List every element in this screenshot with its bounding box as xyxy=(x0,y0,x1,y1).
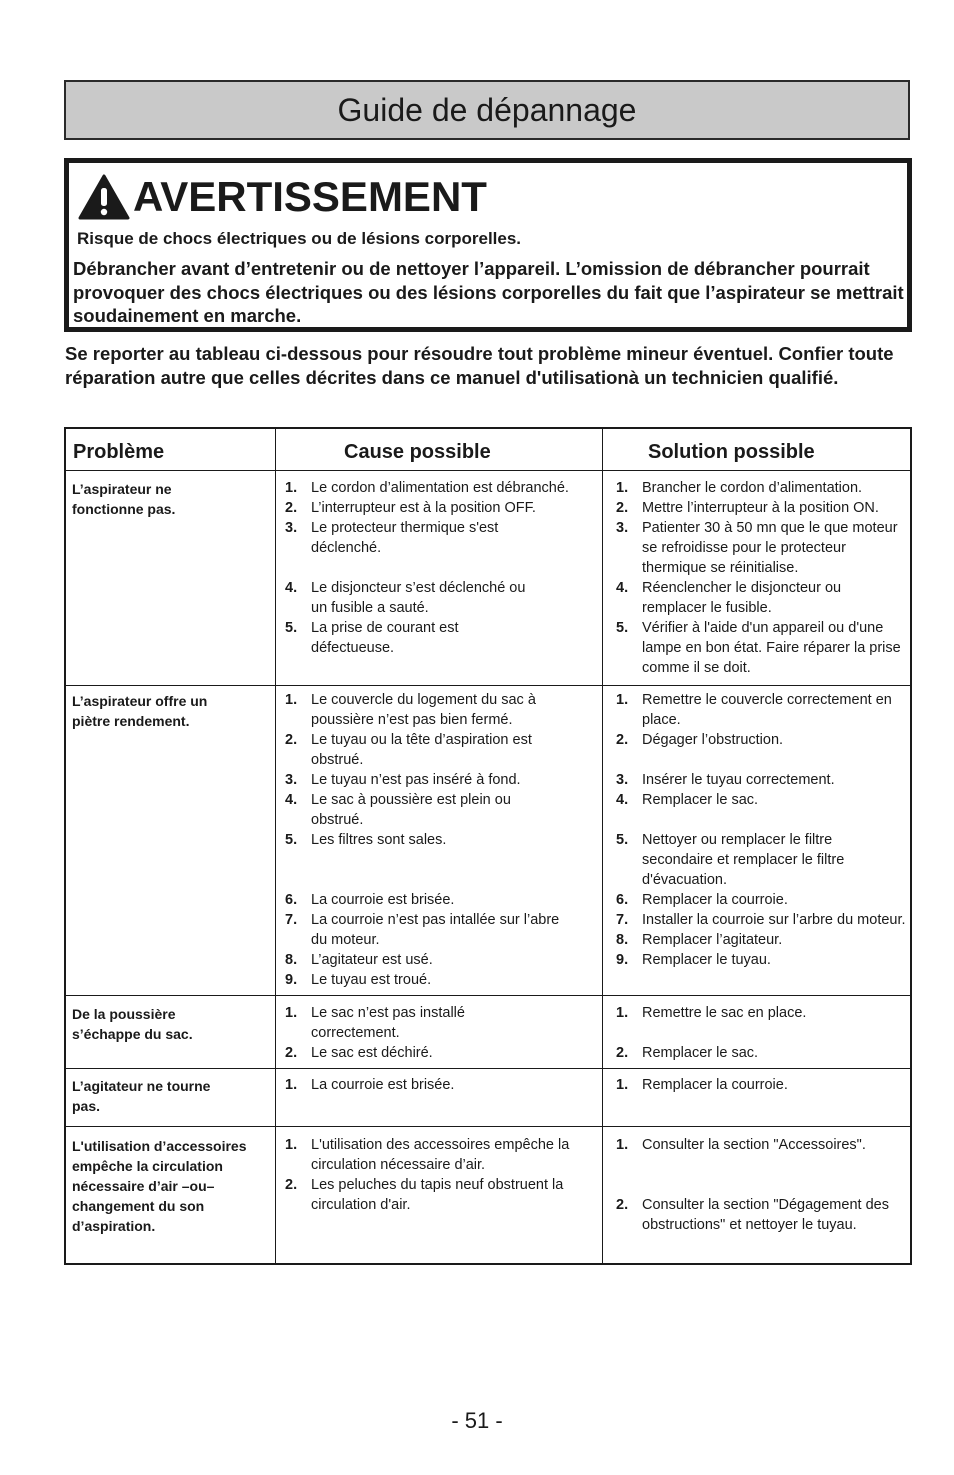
list-item: 7. Installer la courroie sur l’arbre du moteur. xyxy=(616,912,906,928)
list-item: 1. Remettre le sac en place. xyxy=(616,1005,807,1021)
list-item: 1. Le couvercle du logement du sac à poussière n’est pas bien fermé. xyxy=(285,692,536,728)
list-item: 2. Dégager l’obstruction. xyxy=(616,732,784,748)
warning-body: Débrancher avant d’entretenir ou de nettoyer l’appareil. L’omission de débrancher pourrait provoquer des chocs électriques ou des lésions corporelles du fait que l’aspirateur se mettrait soudainement en marche. xyxy=(73,258,904,326)
list-item: 5. Vérifier à l'aide d'un appareil ou d'une lampe en bon état. Faire réparer la prise comme il se doit. xyxy=(616,620,901,676)
list-item: 2. Le sac est déchiré. xyxy=(285,1045,433,1061)
list-item: 1. Le cordon d’alimentation est débranché. xyxy=(285,480,569,496)
list-item: 8. L’agitateur est usé. xyxy=(285,952,433,968)
row-2-solutions xyxy=(616,690,906,970)
list-item: 2. Mettre l’interrupteur à la position ON. xyxy=(616,500,879,516)
list-item: 9. Le tuyau est troué. xyxy=(285,972,432,988)
row-1-solutions xyxy=(616,478,906,678)
list-item: 8. Remplacer l’agitateur. xyxy=(616,932,783,948)
warning-subtitle: Risque de chocs électriques ou de lésions corporelles. xyxy=(77,229,522,248)
list-item: 4. Le sac à poussière est plein ou obstrué. xyxy=(285,792,511,828)
list-item: 1. Remettre le couvercle correctement en place. xyxy=(616,692,892,728)
list-item: 4. Remplacer le sac. xyxy=(616,792,759,808)
column-divider xyxy=(275,429,276,1263)
list-item: 1. La courroie est brisée. xyxy=(285,1077,455,1093)
spacer xyxy=(616,1155,906,1175)
warning-triangle-icon xyxy=(77,173,131,221)
spacer xyxy=(616,750,906,770)
row-1-problem: L’aspirateur ne fonctionne pas. xyxy=(72,481,176,517)
list-item: 2. Le tuyau ou la tête d’aspiration est obstrué. xyxy=(285,732,532,768)
header-cause: Cause possible xyxy=(344,441,491,463)
warning-title: AVERTISSEMENT xyxy=(133,173,487,220)
row-5-causes xyxy=(285,1135,599,1215)
list-item: 1. Consulter la section "Accessoires". xyxy=(616,1137,866,1153)
row-2-problem: L’aspirateur offre un piètre rendement. xyxy=(72,693,208,729)
row-5-problem: L'utilisation d’accessoires empêche la circulation nécessaire d’air –ou– changement du son d’aspiration. xyxy=(72,1138,247,1234)
list-item: 1. Remplacer la courroie. xyxy=(616,1077,788,1093)
header-probleme: Problème xyxy=(73,441,165,463)
warning-box xyxy=(64,158,912,332)
list-item: 2. Consulter la section "Dégagement des obstructions" et nettoyer le tuyau. xyxy=(616,1197,889,1233)
page-title: Guide de dépannage xyxy=(337,91,637,128)
spacer xyxy=(285,558,599,578)
list-item: 1. Le sac n’est pas installé correctement. xyxy=(285,1005,465,1041)
list-item: 3. Le protecteur thermique s'est déclenché. xyxy=(285,520,499,556)
row-1-causes xyxy=(285,478,599,658)
list-item: 4. Réenclencher le disjoncteur ou remplacer le fusible. xyxy=(616,580,842,616)
spacer xyxy=(616,1175,906,1195)
list-item: 3. Insérer le tuyau correctement. xyxy=(616,772,835,788)
row-4-problem: L’agitateur ne tourne pas. xyxy=(72,1078,211,1114)
row-divider xyxy=(66,685,910,686)
list-item: 3. Le tuyau n’est pas inséré à fond. xyxy=(285,772,521,788)
row-3-problem: De la poussière s’échappe du sac. xyxy=(72,1006,193,1042)
row-divider xyxy=(66,470,910,471)
list-item: 3. Patienter 30 à 50 mn que le que moteur se refroidisse pour le protecteur thermique se réinitialise. xyxy=(616,520,898,576)
row-3-causes xyxy=(285,1003,599,1063)
row-4-causes xyxy=(285,1075,599,1095)
list-item: 7. La courroie n’est pas intallée sur l’abre du moteur. xyxy=(285,912,560,948)
page-number: - 51 - xyxy=(451,1408,503,1433)
column-divider xyxy=(602,429,603,1263)
spacer xyxy=(616,810,906,830)
row-3-solutions xyxy=(616,1003,906,1063)
spacer xyxy=(285,870,599,890)
list-item: 2. Les peluches du tapis neuf obstruent la circulation d'air. xyxy=(285,1177,564,1213)
troubleshooting-table xyxy=(64,427,912,1265)
row-2-causes xyxy=(285,690,599,990)
spacer xyxy=(616,1023,906,1043)
header-solution: Solution possible xyxy=(648,441,815,463)
row-4-solutions xyxy=(616,1075,906,1095)
list-item: 1. Brancher le cordon d’alimentation. xyxy=(616,480,863,496)
list-item: 5. Les filtres sont sales. xyxy=(285,832,447,848)
list-item: 1. L'utilisation des accessoires empêche la circulation nécessaire d’air. xyxy=(285,1137,570,1173)
list-item: 6. La courroie est brisée. xyxy=(285,892,455,908)
list-item: 9. Remplacer le tuyau. xyxy=(616,952,771,968)
row-5-solutions xyxy=(616,1135,906,1235)
list-item: 5. Nettoyer ou remplacer le filtre secondaire et remplacer le filtre d'évacuation. xyxy=(616,832,845,888)
row-divider xyxy=(66,1068,910,1069)
warning-header xyxy=(77,173,487,221)
intro-text: Se reporter au tableau ci-dessous pour résoudre tout problème mineur éventuel. Confier toute réparation autre que celles décrites dans ce manuel d'utilisationà un technicien qualifié. xyxy=(65,343,894,388)
list-item: 5. La prise de courant est défectueuse. xyxy=(285,620,459,656)
list-item: 6. Remplacer la courroie. xyxy=(616,892,788,908)
row-divider xyxy=(66,1126,910,1127)
list-item: 2. Remplacer le sac. xyxy=(616,1045,759,1061)
list-item: 4. Le disjoncteur s’est déclenché ou un fusible a sauté. xyxy=(285,580,526,616)
spacer xyxy=(285,850,599,870)
list-item: 2. L’interrupteur est à la position OFF. xyxy=(285,500,536,516)
row-divider xyxy=(66,995,910,996)
page-title-bar xyxy=(64,80,910,140)
